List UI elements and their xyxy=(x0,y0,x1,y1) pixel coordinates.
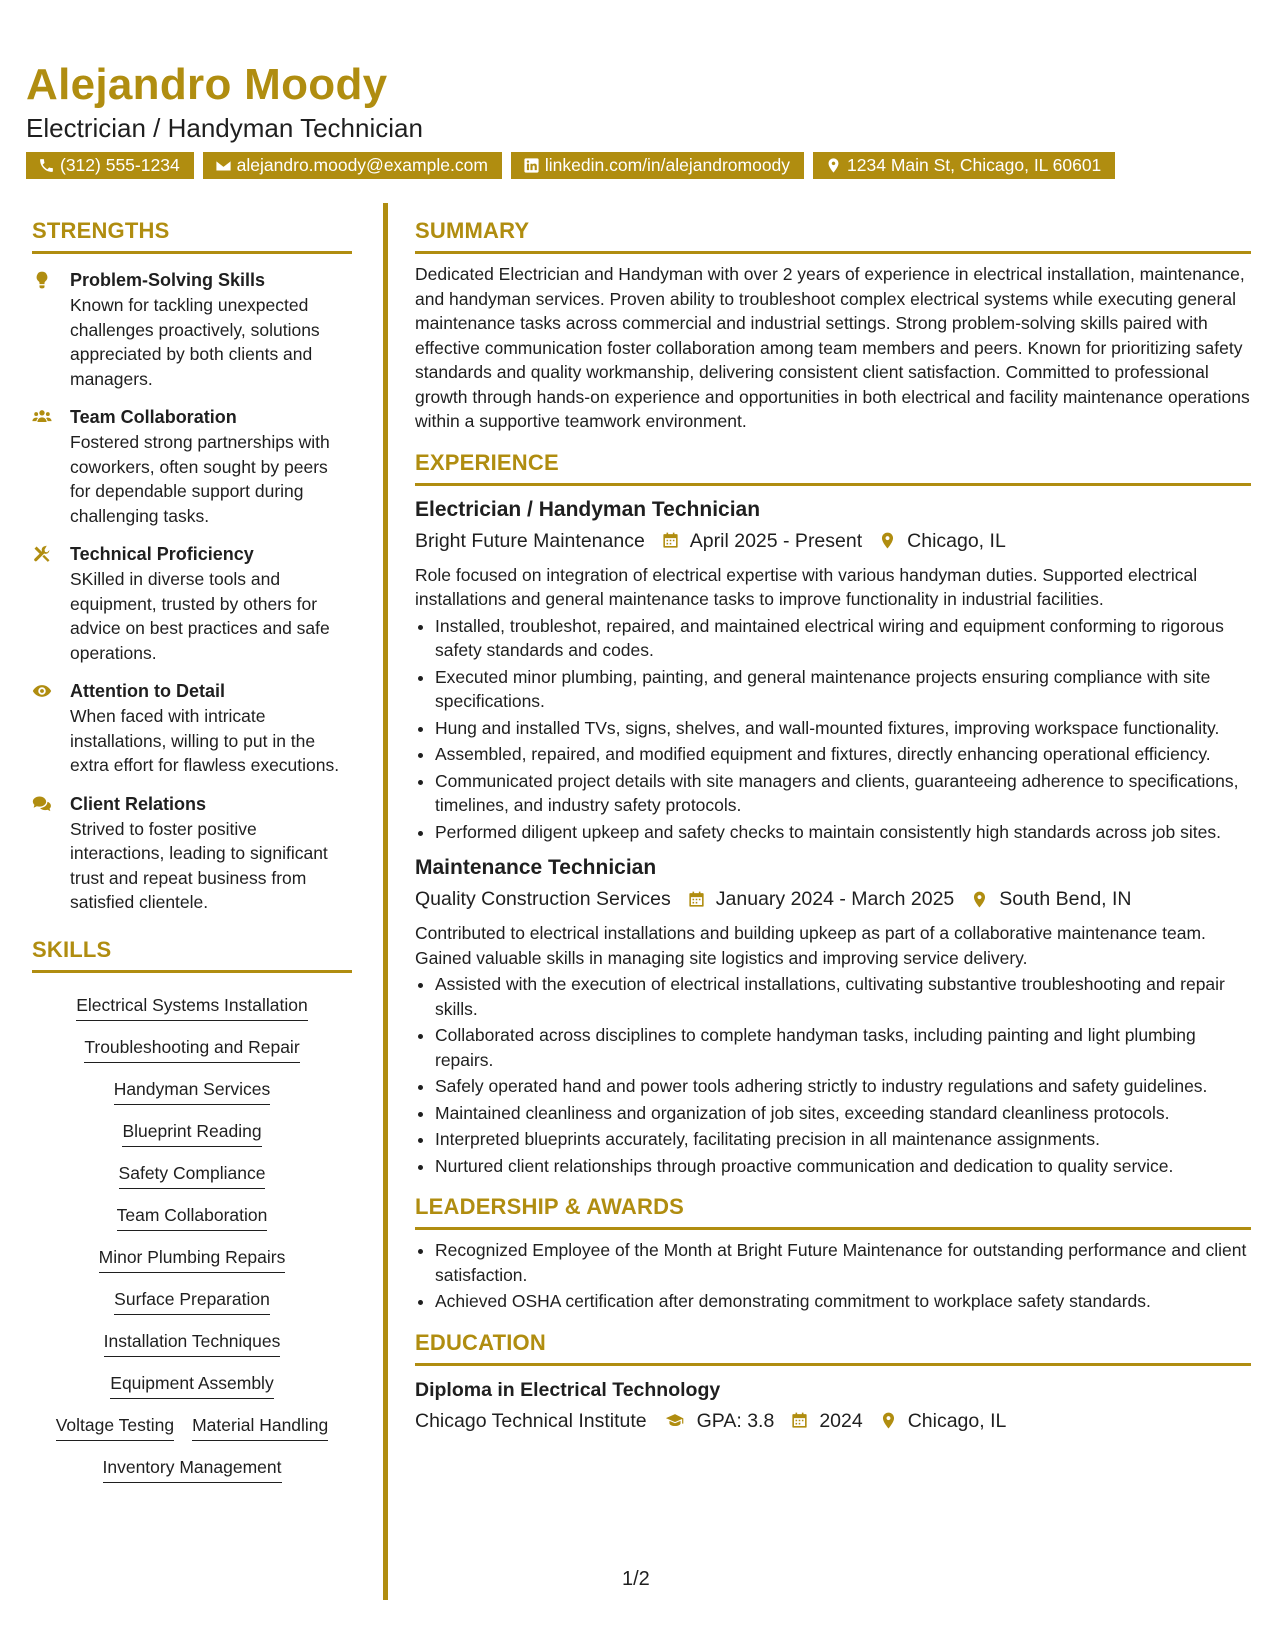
bullet-item: • Assisted with the execution of electrical installations, cultivating substantive troubleshooting and repair skills. xyxy=(435,972,1251,1021)
linkedin-icon xyxy=(523,157,540,174)
education-heading: EDUCATION xyxy=(415,1330,1251,1366)
graduation-year: 2024 xyxy=(819,1409,863,1432)
strength-title: Client Relations xyxy=(70,793,207,814)
gpa-text: GPA: 3.8 xyxy=(696,1409,775,1432)
eye-icon xyxy=(32,681,52,701)
experience-heading: EXPERIENCE xyxy=(415,450,1251,486)
right-column xyxy=(415,218,1251,1435)
summary-heading: SUMMARY xyxy=(415,218,1251,254)
bullet-item: • Communicated project details with site managers and clients, guaranteeing adherence to specifications, timelines, and industry safety protocols. xyxy=(435,769,1251,818)
strength-item xyxy=(32,542,352,665)
job-bullets xyxy=(415,972,1251,1178)
job-meta xyxy=(415,527,1251,555)
job-description: Role focused on integration of electrical expertise with various handyman duties. Supported electrical installations and general maintenance tasks to improve functionality in industrial facilities. xyxy=(415,564,1198,609)
job-location: Chicago, IL xyxy=(907,529,1006,552)
strength-title: Team Collaboration xyxy=(70,407,237,427)
email-text: alejandro.moody@example.com xyxy=(236,155,488,175)
skills-list xyxy=(32,979,352,1483)
skill-tag: Team Collaboration xyxy=(117,1203,268,1231)
skill-tag: Minor Plumbing Repairs xyxy=(99,1245,286,1273)
job-location: South Bend, IN xyxy=(999,888,1132,910)
strength-desc: SKilled in diverse tools and equipment, trusted by others for advice on best practices and safe operations. xyxy=(70,569,330,663)
strength-desc: Strived to foster positive interactions, leading to significant trust and repeat business from satisfied clientele. xyxy=(70,818,328,912)
envelope-icon xyxy=(215,157,232,174)
bullet-item: • Executed minor plumbing, painting, and general maintenance projects ensuring compliance with site specifications. xyxy=(435,665,1251,714)
bullet-item: • Hung and installed TVs, signs, shelves, and wall-mounted fixtures, improving workspace functionality. xyxy=(435,716,1251,741)
strength-desc: Known for tackling unexpected challenges proactively, solutions appreciated by both clients and managers. xyxy=(70,295,320,389)
map-marker-icon xyxy=(879,1411,898,1430)
skill-tag: Handyman Services xyxy=(114,1077,271,1105)
skill-tag: Equipment Assembly xyxy=(110,1371,273,1399)
strength-title: Attention to Detail xyxy=(70,681,225,701)
strengths-heading: STRENGTHS xyxy=(32,218,352,254)
calendar-icon xyxy=(687,890,706,909)
bullet-item: • Collaborated across disciplines to complete handyman tasks, including painting and light plumbing repairs. xyxy=(435,1023,1251,1072)
address-text: 1234 Main St, Chicago, IL 60601 xyxy=(847,155,1102,175)
strength-desc: Fostered strong partnerships with coworkers, often sought by peers for dependable support during challenging tasks. xyxy=(70,432,330,526)
skill-tag: Voltage Testing xyxy=(56,1413,174,1441)
skill-tag: Blueprint Reading xyxy=(122,1119,261,1147)
lightbulb-icon xyxy=(32,270,52,290)
bullet-item: • Recognized Employee of the Month at Bright Future Maintenance for outstanding performance and client satisfaction. xyxy=(435,1238,1251,1287)
left-column xyxy=(32,218,352,1483)
skill-tag: Material Handling xyxy=(192,1413,328,1441)
candidate-name: Alejandro Moody xyxy=(26,60,388,109)
map-marker-icon xyxy=(878,531,897,550)
column-divider xyxy=(383,203,388,1600)
skill-tag: Safety Compliance xyxy=(119,1161,266,1189)
strength-item xyxy=(32,792,352,915)
leadership-bullets xyxy=(415,1238,1251,1314)
users-icon xyxy=(32,407,52,427)
school-name: Chicago Technical Institute xyxy=(415,1409,647,1432)
bullet-item: • Maintained cleanliness and organization of job sites, exceeding standard cleanliness protocols. xyxy=(435,1101,1251,1126)
job-dates: April 2025 - Present xyxy=(689,529,863,552)
job-bullets xyxy=(415,614,1251,845)
skill-tag: Surface Preparation xyxy=(114,1287,270,1315)
bullet-item: • Safely operated hand and power tools adhering strictly to industry regulations and safety guidelines. xyxy=(435,1074,1251,1099)
school-location: Chicago, IL xyxy=(907,1409,1007,1432)
address-chip xyxy=(813,152,1115,179)
email-chip[interactable] xyxy=(203,152,502,179)
degree-title: Diploma in Electrical Technology xyxy=(415,1378,721,1401)
bullet-item: • Installed, troubleshot, repaired, and maintained electrical wiring and equipment conforming to rigorous safety standards and codes. xyxy=(435,614,1251,663)
calendar-icon xyxy=(790,1411,809,1430)
job-entry xyxy=(415,854,1251,1178)
bullet-item: • Performed diligent upkeep and safety checks to maintain consistently high standards across job sites. xyxy=(435,820,1251,845)
linkedin-text: linkedin.com/in/alejandromoody xyxy=(544,155,791,175)
map-marker-icon xyxy=(970,890,989,909)
job-meta xyxy=(415,885,1251,913)
strength-desc: When faced with intricate installations, willing to put in the extra effort for flawless executions. xyxy=(70,706,340,775)
comments-icon xyxy=(32,794,52,814)
skill-tag: Troubleshooting and Repair xyxy=(84,1035,299,1063)
bullet-item: • Achieved OSHA certification after demonstrating commitment to workplace safety standards. xyxy=(435,1289,1251,1314)
strength-title: Problem-Solving Skills xyxy=(70,270,266,290)
phone-icon xyxy=(38,157,55,174)
job-dates: January 2024 - March 2025 xyxy=(715,888,955,910)
job-title-header: Electrician / Handyman Technician xyxy=(26,113,423,143)
leadership-heading: LEADERSHIP & AWARDS xyxy=(415,1194,1251,1230)
tools-icon xyxy=(32,544,52,564)
skill-tag: Installation Techniques xyxy=(104,1329,281,1357)
company-name: Quality Construction Services xyxy=(415,888,671,910)
strength-title: Technical Proficiency xyxy=(70,544,254,564)
bullet-item: • Nurtured client relationships through proactive communication and dedication to quality service. xyxy=(435,1154,1251,1179)
calendar-icon xyxy=(661,531,680,550)
phone-text: (312) 555-1234 xyxy=(60,155,180,175)
skill-tag: Electrical Systems Installation xyxy=(76,993,307,1021)
skill-tag: Inventory Management xyxy=(103,1455,282,1483)
contact-bar xyxy=(26,152,1115,179)
phone-chip[interactable] xyxy=(26,152,194,179)
company-name: Bright Future Maintenance xyxy=(415,529,645,552)
education-meta xyxy=(415,1407,1251,1435)
summary-text: Dedicated Electrician and Handyman with over 2 years of experience in electrical installation, maintenance, and handyman services. Proven ability to troubleshoot complex electrical systems while executing general maintenance tasks across commercial and industrial settings. Strong problem-solving skills paired with effective communication foster collaboration among team members and peers. Known for prioritizing safety standards and quality workmanship, delivering consistent client satisfaction. Committed to professional growth through hands-on experience and opportunities in both electrical and facility maintenance operations within a supportive teamwork environment. xyxy=(415,264,1250,431)
skills-heading: SKILLS xyxy=(32,937,352,973)
job-entry xyxy=(415,496,1251,845)
job-title: Maintenance Technician xyxy=(415,856,657,879)
page-number: 1/2 xyxy=(622,1568,650,1590)
graduation-cap-icon xyxy=(663,1411,687,1430)
strength-item xyxy=(32,268,352,391)
bullet-item: • Assembled, repaired, and modified equipment and fixtures, directly enhancing operational efficiency. xyxy=(435,742,1251,767)
linkedin-chip[interactable] xyxy=(511,152,804,179)
strength-item xyxy=(32,405,352,528)
map-marker-icon xyxy=(825,157,842,174)
job-title: Electrician / Handyman Technician xyxy=(415,497,761,521)
strength-item xyxy=(32,679,352,778)
job-description: Contributed to electrical installations and building upkeep as part of a collaborative maintenance team. Gained valuable skills in managing site logistics and improving service delivery. xyxy=(415,923,1206,968)
bullet-item: • Interpreted blueprints accurately, facilitating precision in all maintenance assignments. xyxy=(435,1127,1251,1152)
